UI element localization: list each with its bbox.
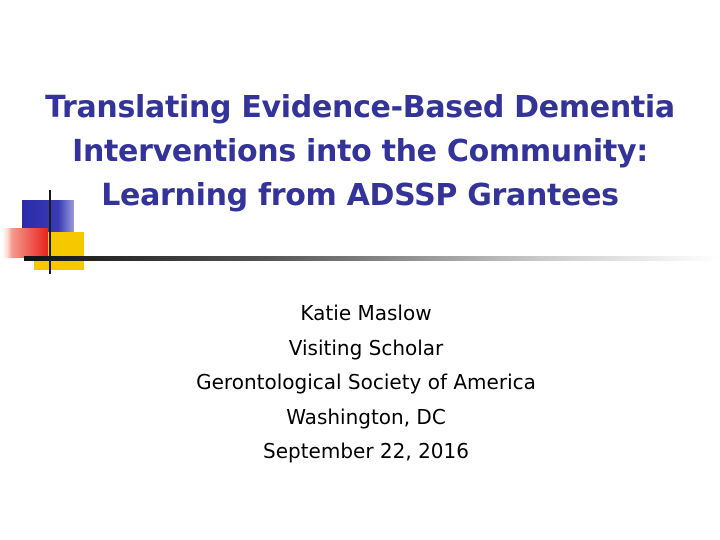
title-line-2: Interventions into the Community: bbox=[72, 134, 648, 169]
presentation-date: September 22, 2016 bbox=[263, 439, 469, 463]
title-line-1: Translating Evidence-Based Dementia bbox=[45, 90, 675, 125]
presenter-name: Katie Maslow bbox=[300, 301, 432, 325]
presentation-location: Washington, DC bbox=[286, 404, 446, 429]
slide-title bbox=[0, 86, 720, 218]
horizontal-rule bbox=[24, 256, 720, 261]
yellow-square bbox=[34, 232, 84, 270]
slide-subtitle bbox=[0, 296, 720, 469]
title-line-3: Learning from ADSSP Grantees bbox=[101, 178, 619, 213]
presenter-organization: Gerontological Society of America bbox=[196, 370, 536, 394]
presenter-role: Visiting Scholar bbox=[288, 335, 444, 360]
red-square bbox=[0, 228, 48, 258]
